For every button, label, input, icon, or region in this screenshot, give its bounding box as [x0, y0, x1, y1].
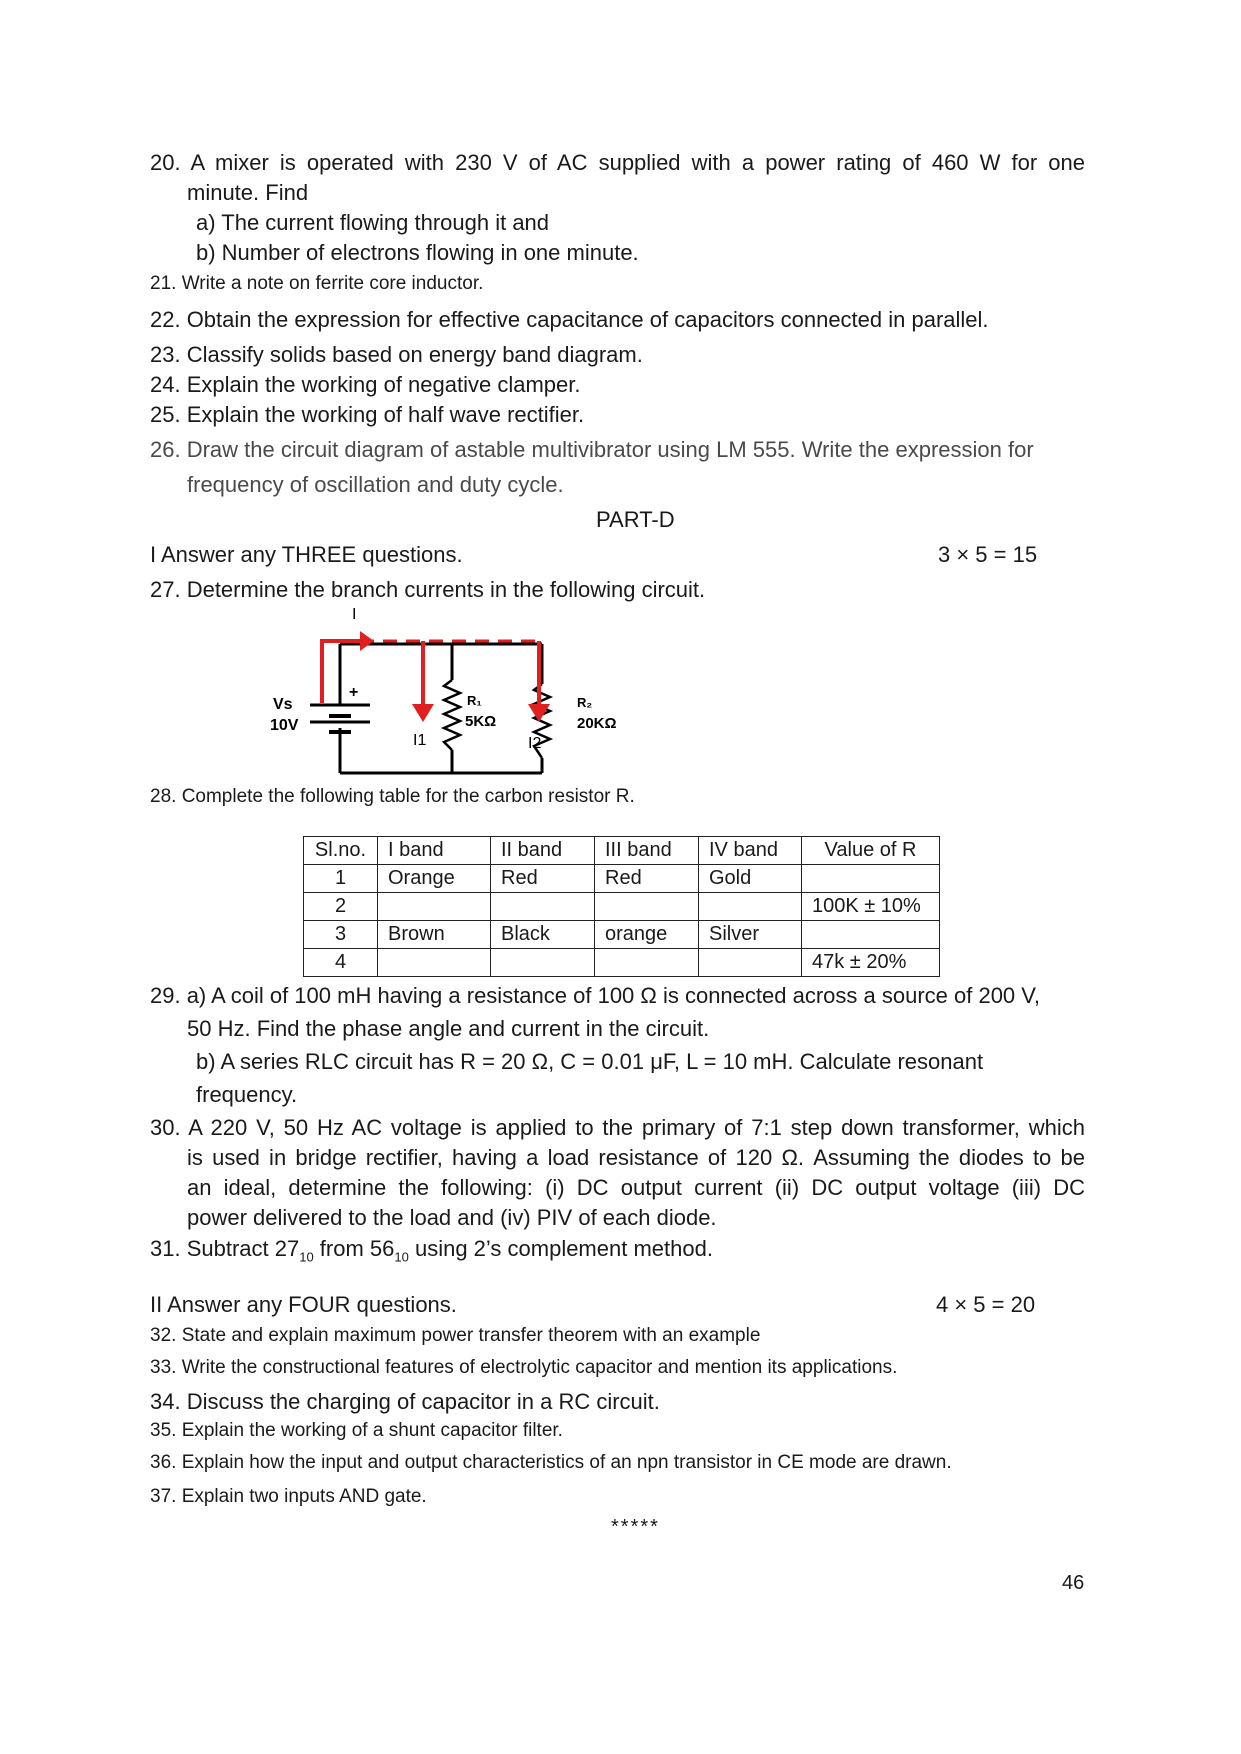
part-d-heading: PART-D [596, 507, 675, 532]
q35: 35. Explain the working of a shunt capacitor filter. [150, 1420, 563, 1441]
table-cell: Black [491, 921, 595, 949]
q30-line4: power delivered to the load and (iv) PIV of each diode. [187, 1205, 717, 1230]
table-cell: 47k ± 20% [802, 949, 940, 977]
q31-text-middle: from 56 [313, 1236, 395, 1261]
q28: 28. Complete the following table for the carbon resistor R. [150, 786, 635, 807]
q30-line1: 30. A 220 V, 50 Hz AC voltage is applied to the primary of 7:1 step down transformer, which [150, 1115, 1085, 1140]
r1-label: R₁ [467, 693, 482, 708]
resistor-color-table [303, 836, 940, 977]
table-cell [802, 921, 940, 949]
table-cell [699, 893, 802, 921]
q31 [150, 1236, 713, 1264]
r1-value: 5KΩ [465, 713, 497, 730]
table-row [304, 949, 940, 977]
q31-subscript-1: 10 [299, 1249, 314, 1265]
table-cell: Brown [378, 921, 491, 949]
q26-line2: frequency of oscillation and duty cycle. [187, 472, 564, 497]
section1-marks: 3 × 5 = 15 [938, 542, 1038, 567]
q20-line1: 20. A mixer is operated with 230 V of AC supplied with a power rating of 460 W for one [150, 150, 1085, 175]
q21: 21. Write a note on ferrite core inductor. [150, 273, 484, 294]
table-cell [378, 893, 491, 921]
q37: 37. Explain two inputs AND gate. [150, 1486, 427, 1507]
q31-text-start: 31. Subtract 27 [150, 1236, 300, 1261]
table-cell: 100K ± 10% [802, 893, 940, 921]
q30-line2: is used in bridge rectifier, having a load resistance of 120 Ω. Assuming the diodes to be [187, 1145, 1085, 1170]
q29-a-line2: 50 Hz. Find the phase angle and current in the circuit. [187, 1016, 710, 1041]
table-header-cell: Value of R [802, 837, 940, 865]
table-cell [491, 949, 595, 977]
q20-part-b: b) Number of electrons flowing in one minute. [196, 240, 639, 265]
r2-value: 20KΩ [577, 715, 617, 732]
end-mark: ***** [611, 1516, 660, 1538]
section2-instruction: II Answer any FOUR questions. [150, 1292, 457, 1317]
q29-b-line2: frequency. [196, 1082, 298, 1107]
section2-marks: 4 × 5 = 20 [936, 1292, 1036, 1317]
table-row [304, 865, 940, 893]
q30-line3: an ideal, determine the following: (i) DC output current (ii) DC output voltage (iii) DC [187, 1175, 1085, 1200]
q29-a-line1: 29. a) A coil of 100 mH having a resistance of 100 Ω is connected across a source of 200 V, [150, 983, 1041, 1008]
source-value: 10V [270, 717, 299, 734]
i1-arrowhead [412, 704, 434, 722]
table-cell: Orange [378, 865, 491, 893]
table-header-cell: IV band [699, 837, 802, 865]
q20-part-a: a) The current flowing through it and [196, 210, 550, 235]
table-cell: Silver [699, 921, 802, 949]
page-number: 46 [1062, 1572, 1085, 1594]
r2-label: R₂ [577, 695, 593, 710]
table-cell: orange [595, 921, 699, 949]
table-header-row [304, 837, 940, 865]
section1-instruction: I Answer any THREE questions. [150, 542, 463, 567]
table-cell: Red [595, 865, 699, 893]
q20-line2: minute. Find [187, 180, 309, 205]
table-cell: Red [491, 865, 595, 893]
table-cell: 4 [304, 949, 378, 977]
q27: 27. Determine the branch currents in the following circuit. [150, 577, 706, 602]
table-cell: 1 [304, 865, 378, 893]
table-cell: Gold [699, 865, 802, 893]
table-header-cell: I band [378, 837, 491, 865]
q29-b-line1: b) A series RLC circuit has R = 20 Ω, C = 0.01 μF, L = 10 mH. Calculate resonant [196, 1049, 984, 1074]
table-cell [491, 893, 595, 921]
q32: 32. State and explain maximum power transfer theorem with an example [150, 1325, 761, 1346]
r1-zigzag [444, 680, 460, 750]
table-cell [595, 893, 699, 921]
circuit-diagram [260, 600, 640, 785]
battery-plus-label: + [349, 684, 359, 701]
q33: 33. Write the constructional features of electrolytic capacitor and mention its applications. [150, 1357, 898, 1378]
table-cell [699, 949, 802, 977]
table-row [304, 921, 940, 949]
q36: 36. Explain how the input and output characteristics of an npn transistor in CE mode are drawn. [150, 1452, 952, 1473]
i2-label: I2 [528, 735, 542, 752]
q25: 25. Explain the working of half wave rectifier. [150, 402, 585, 427]
q34: 34. Discuss the charging of capacitor in a RC circuit. [150, 1389, 660, 1414]
table-row [304, 893, 940, 921]
table-cell [802, 865, 940, 893]
q26-line1: 26. Draw the circuit diagram of astable multivibrator using LM 555. Write the expression for [150, 437, 1034, 462]
q31-subscript-2: 10 [394, 1249, 409, 1265]
main-current-arrowhead [360, 631, 374, 651]
q24: 24. Explain the working of negative clamper. [150, 372, 581, 397]
table-header-cell: III band [595, 837, 699, 865]
table-cell [595, 949, 699, 977]
q22: 22. Obtain the expression for effective capacitance of capacitors connected in parallel. [150, 307, 989, 332]
current-label: I [352, 606, 357, 623]
source-label: Vs [273, 696, 293, 713]
q31-text-end: using 2’s complement method. [408, 1236, 713, 1261]
table-cell: 2 [304, 893, 378, 921]
table-header-cell: Sl.no. [304, 837, 378, 865]
table-cell [378, 949, 491, 977]
i1-label: I1 [413, 732, 427, 749]
table-cell: 3 [304, 921, 378, 949]
table-header-cell: II band [491, 837, 595, 865]
q23: 23. Classify solids based on energy band diagram. [150, 342, 643, 367]
